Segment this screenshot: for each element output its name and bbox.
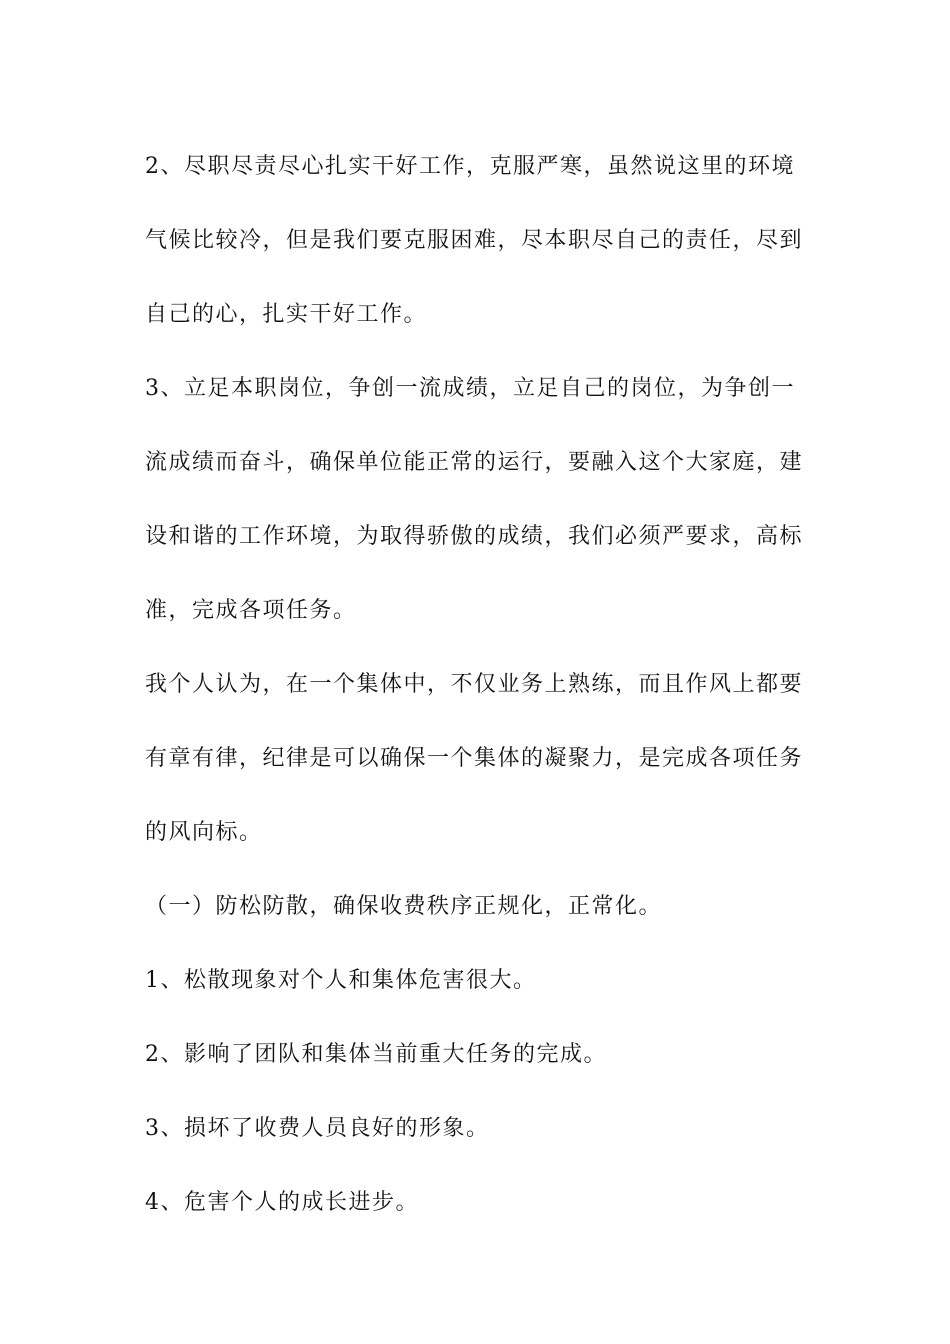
- paragraph-duty: 2、尽职尽责尽心扎实干好工作，克服严寒，虽然说这里的环境气候比较冷，但是我们要克服困难，尽本职尽自己的责任，尽到自己的心，扎实干好工作。: [145, 154, 804, 327]
- paragraph-opinion: 我个人认为，在一个集体中，不仅业务上熟练，而且作风上都要有章有律，纪律是可以确保一个集体的凝聚力，是完成各项任务的风向标。: [145, 672, 804, 845]
- list-item: 3、损坏了收费人员良好的形象。: [145, 1116, 490, 1141]
- list-item: 4、危害个人的成长进步。: [145, 1190, 419, 1215]
- paragraph-post: 3、立足本职岗位，争创一流成绩，立足自己的岗位，为争创一流成绩而奋斗，确保单位能正常的运行，要融入这个大家庭，建设和谐的工作环境，为取得骄傲的成绩，我们必须严要求，高标准，完成各项任务。: [145, 376, 804, 623]
- list-item: 2、影响了团队和集体当前重大任务的完成。: [145, 1042, 607, 1067]
- list-item: 1、松散现象对个人和集体危害很大。: [145, 968, 537, 993]
- section-heading: （一）防松防散，确保收费秩序正规化，正常化。: [145, 894, 663, 919]
- document-body: [145, 130, 810, 1240]
